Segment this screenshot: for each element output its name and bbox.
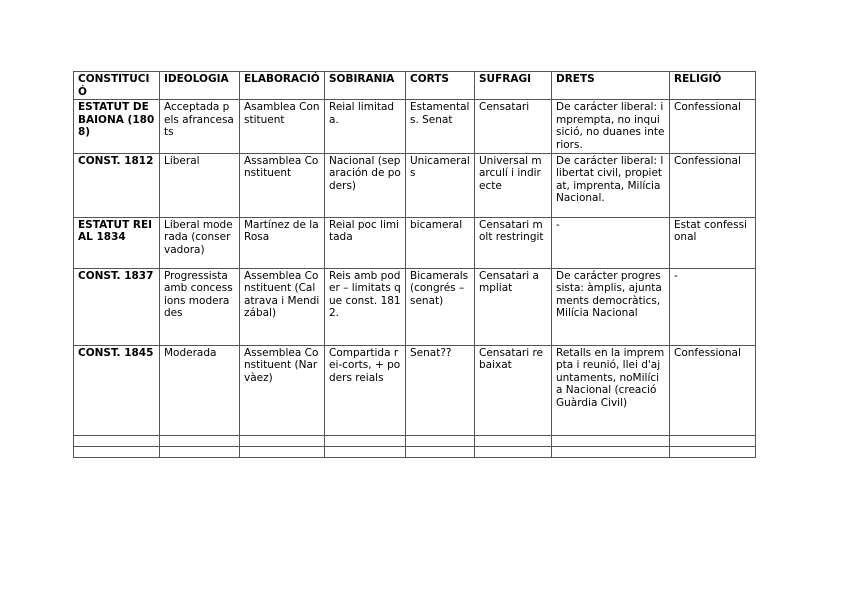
table-cell: Reial limitada. bbox=[325, 100, 406, 153]
table-cell: Confessional bbox=[670, 345, 756, 435]
table-cell: Martínez de la Rosa bbox=[240, 217, 325, 268]
table-cell bbox=[74, 446, 160, 457]
table-cell bbox=[325, 446, 406, 457]
table-cell: Censatari rebaixat bbox=[475, 345, 552, 435]
table-cell bbox=[160, 446, 240, 457]
table-cell: CONST. 1837 bbox=[74, 268, 160, 345]
table-cell: Nacional (separación de poders) bbox=[325, 153, 406, 217]
table-cell: Estamentals. Senat bbox=[406, 100, 475, 153]
table-cell: De carácter liberal: llibertat civil, propietat, imprenta, Milícia Nacional. bbox=[552, 153, 670, 217]
table-cell: Confessional bbox=[670, 153, 756, 217]
table-cell: Asamblea Constituent bbox=[240, 100, 325, 153]
table-cell bbox=[74, 435, 160, 446]
table-cell bbox=[552, 446, 670, 457]
table-cell: Reial poc limitada bbox=[325, 217, 406, 268]
table-cell: Moderada bbox=[160, 345, 240, 435]
table-cell: CONST. 1845 bbox=[74, 345, 160, 435]
table-cell: Universal marculí i indirecte bbox=[475, 153, 552, 217]
table-cell: De carácter liberal: imprempta, no inquisició, no duanes interiors. bbox=[552, 100, 670, 153]
header-cell-ideologia: IDEOLOGIA bbox=[160, 72, 240, 100]
header-cell-constitucio: CONSTITUCIÓ bbox=[74, 72, 160, 100]
table-cell: Compartida rei-corts, + poders reials bbox=[325, 345, 406, 435]
table-cell bbox=[160, 435, 240, 446]
table-row bbox=[74, 217, 756, 268]
table-cell bbox=[406, 446, 475, 457]
table-cell: Liberal bbox=[160, 153, 240, 217]
table-row bbox=[74, 268, 756, 345]
table-cell: Unicamerals bbox=[406, 153, 475, 217]
constitutions-table bbox=[73, 71, 756, 458]
empty-table-row bbox=[74, 446, 756, 457]
header-cell-drets: DRETS bbox=[552, 72, 670, 100]
table-cell bbox=[325, 435, 406, 446]
table-cell bbox=[240, 435, 325, 446]
table-cell: - bbox=[552, 217, 670, 268]
table-cell: bicameral bbox=[406, 217, 475, 268]
table-cell: Senat?? bbox=[406, 345, 475, 435]
table-cell: Confessional bbox=[670, 100, 756, 153]
table-cell: Bicamerals (congrés – senat) bbox=[406, 268, 475, 345]
table-cell: ESTATUT REIAL 1834 bbox=[74, 217, 160, 268]
table-cell: - bbox=[670, 268, 756, 345]
table-row bbox=[74, 153, 756, 217]
table-header-row bbox=[74, 72, 756, 100]
table-cell: De carácter progressista: àmplis, ajuntaments democràtics, Milícia Nacional bbox=[552, 268, 670, 345]
table-cell: CONST. 1812 bbox=[74, 153, 160, 217]
table-cell: Progressista amb concessions moderades bbox=[160, 268, 240, 345]
table-cell: ESTATUT DE BAIONA (1808) bbox=[74, 100, 160, 153]
table-cell: Assamblea Constituent bbox=[240, 153, 325, 217]
header-cell-corts: CORTS bbox=[406, 72, 475, 100]
table-cell: Censatari ampliat bbox=[475, 268, 552, 345]
table-cell bbox=[670, 446, 756, 457]
table-cell bbox=[475, 446, 552, 457]
table-cell: Censatari molt restringit bbox=[475, 217, 552, 268]
table-cell: Estat confessional bbox=[670, 217, 756, 268]
table-cell: Censatari bbox=[475, 100, 552, 153]
table-cell bbox=[475, 435, 552, 446]
table-cell bbox=[670, 435, 756, 446]
table-cell: Acceptada pels afrancesats bbox=[160, 100, 240, 153]
table-cell bbox=[552, 435, 670, 446]
empty-table-row bbox=[74, 435, 756, 446]
table-cell: Assemblea Constituent (Calatrava i Mendizábal) bbox=[240, 268, 325, 345]
table-cell: Reis amb poder – limitats que const. 1812. bbox=[325, 268, 406, 345]
header-cell-sobirania: SOBIRANIA bbox=[325, 72, 406, 100]
table-cell: Assemblea Constituent (Narvàez) bbox=[240, 345, 325, 435]
table-row bbox=[74, 100, 756, 153]
header-cell-elaboracio: ELABORACIÓ bbox=[240, 72, 325, 100]
table-cell bbox=[406, 435, 475, 446]
header-cell-sufragi: SUFRAGI bbox=[475, 72, 552, 100]
table-row bbox=[74, 345, 756, 435]
table-cell: Retalls en la imprempta i reunió, llei d'ajuntaments, noMilícia Nacional (creació Guàrdia Civil) bbox=[552, 345, 670, 435]
header-cell-religio: RELIGIÓ bbox=[670, 72, 756, 100]
table-cell: Liberal moderada (conservadora) bbox=[160, 217, 240, 268]
table-cell bbox=[240, 446, 325, 457]
